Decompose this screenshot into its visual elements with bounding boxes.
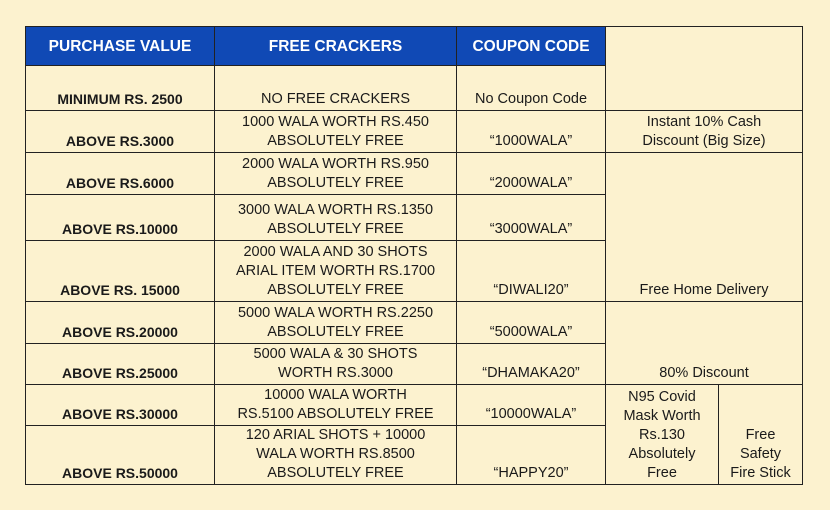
offer-table xyxy=(25,26,803,485)
crackers-line: WORTH RS.3000 xyxy=(278,365,393,381)
benefit-fire-stick xyxy=(719,385,803,485)
purchase-value-cell: ABOVE RS.25000 xyxy=(26,344,215,385)
benefit-80-discount: 80% Discount xyxy=(606,302,803,385)
crackers-line: ARIAL ITEM WORTH RS.1700 xyxy=(235,263,436,279)
crackers-line: 10000 WALA WORTH xyxy=(264,387,407,403)
table-row xyxy=(26,385,803,426)
crackers-line: ABSOLUTELY FREE xyxy=(267,175,404,191)
crackers-line: 5000 WALA WORTH RS.2250 xyxy=(237,305,434,321)
crackers-line: NO FREE CRACKERS xyxy=(260,91,411,107)
benefit-line: Safety xyxy=(739,446,782,462)
benefit-line: N95 Covid xyxy=(628,389,696,405)
benefit-home-delivery: Free Home Delivery xyxy=(606,153,803,302)
benefit-line: Free xyxy=(745,427,776,443)
benefit-line: Instant 10% Cash xyxy=(646,114,762,130)
coupon-code-cell: “2000WALA” xyxy=(457,153,606,195)
crackers-line: ABSOLUTELY FREE xyxy=(267,465,404,481)
coupon-code-cell: “10000WALA” xyxy=(457,385,606,426)
free-crackers-cell xyxy=(215,111,457,153)
purchase-value-cell: ABOVE RS.6000 xyxy=(26,153,215,195)
crackers-line: 120 ARIAL SHOTS + 10000 xyxy=(245,427,426,443)
crackers-line: 2000 WALA AND 30 SHOTS xyxy=(243,244,428,260)
table-row xyxy=(26,111,803,153)
free-crackers-cell xyxy=(215,385,457,426)
benefit-line: Rs.130 xyxy=(639,427,685,443)
header-purchase-value: PURCHASE VALUE xyxy=(26,27,215,66)
purchase-value-cell: ABOVE RS.10000 xyxy=(26,195,215,241)
free-crackers-cell xyxy=(215,426,457,485)
crackers-line: 1000 WALA WORTH RS.450 xyxy=(242,114,429,130)
free-crackers-cell xyxy=(215,302,457,344)
coupon-code-cell: “5000WALA” xyxy=(457,302,606,344)
header-blank xyxy=(606,27,803,111)
coupon-code-cell: “HAPPY20” xyxy=(457,426,606,485)
benefit-line: Discount (Big Size) xyxy=(642,133,766,149)
free-crackers-cell xyxy=(215,344,457,385)
coupon-code-cell: “1000WALA” xyxy=(457,111,606,153)
benefit-line: Fire Stick xyxy=(730,465,791,481)
purchase-value-cell: MINIMUM RS. 2500 xyxy=(26,66,215,111)
purchase-value-cell: ABOVE RS.20000 xyxy=(26,302,215,344)
coupon-code-cell: No Coupon Code xyxy=(457,66,606,111)
coupon-code-cell: “DHAMAKA20” xyxy=(457,344,606,385)
table-row xyxy=(26,153,803,195)
crackers-line: 2000 WALA WORTH RS.950 xyxy=(242,156,429,172)
crackers-line: 3000 WALA WORTH RS.1350 xyxy=(237,202,434,218)
free-crackers-cell xyxy=(215,66,457,111)
header-free-crackers: FREE CRACKERS xyxy=(215,27,457,66)
free-crackers-cell xyxy=(215,195,457,241)
free-crackers-cell xyxy=(215,153,457,195)
free-crackers-cell xyxy=(215,241,457,302)
benefit-line: Mask Worth xyxy=(623,408,701,424)
purchase-value-cell: ABOVE RS.30000 xyxy=(26,385,215,426)
benefit-line: Free xyxy=(647,465,677,481)
header-row xyxy=(26,27,803,66)
coupon-code-cell: “3000WALA” xyxy=(457,195,606,241)
benefit-cash-discount xyxy=(606,111,803,153)
benefit-line: Absolutely xyxy=(628,446,696,462)
crackers-line: ABSOLUTELY FREE xyxy=(267,221,404,237)
crackers-line: ABSOLUTELY FREE xyxy=(267,324,404,340)
benefit-n95-mask xyxy=(606,385,719,485)
coupon-code-cell: “DIWALI20” xyxy=(457,241,606,302)
table-row xyxy=(26,302,803,344)
crackers-line: WALA WORTH RS.8500 xyxy=(256,446,415,462)
purchase-value-cell: ABOVE RS.50000 xyxy=(26,426,215,485)
header-coupon-code: COUPON CODE xyxy=(457,27,606,66)
crackers-line: ABSOLUTELY FREE xyxy=(267,133,404,149)
purchase-value-cell: ABOVE RS.3000 xyxy=(26,111,215,153)
crackers-line: RS.5100 ABSOLUTELY FREE xyxy=(237,406,434,422)
crackers-line: 5000 WALA & 30 SHOTS xyxy=(253,346,418,362)
purchase-value-cell: ABOVE RS. 15000 xyxy=(26,241,215,302)
crackers-line: ABSOLUTELY FREE xyxy=(267,282,404,298)
